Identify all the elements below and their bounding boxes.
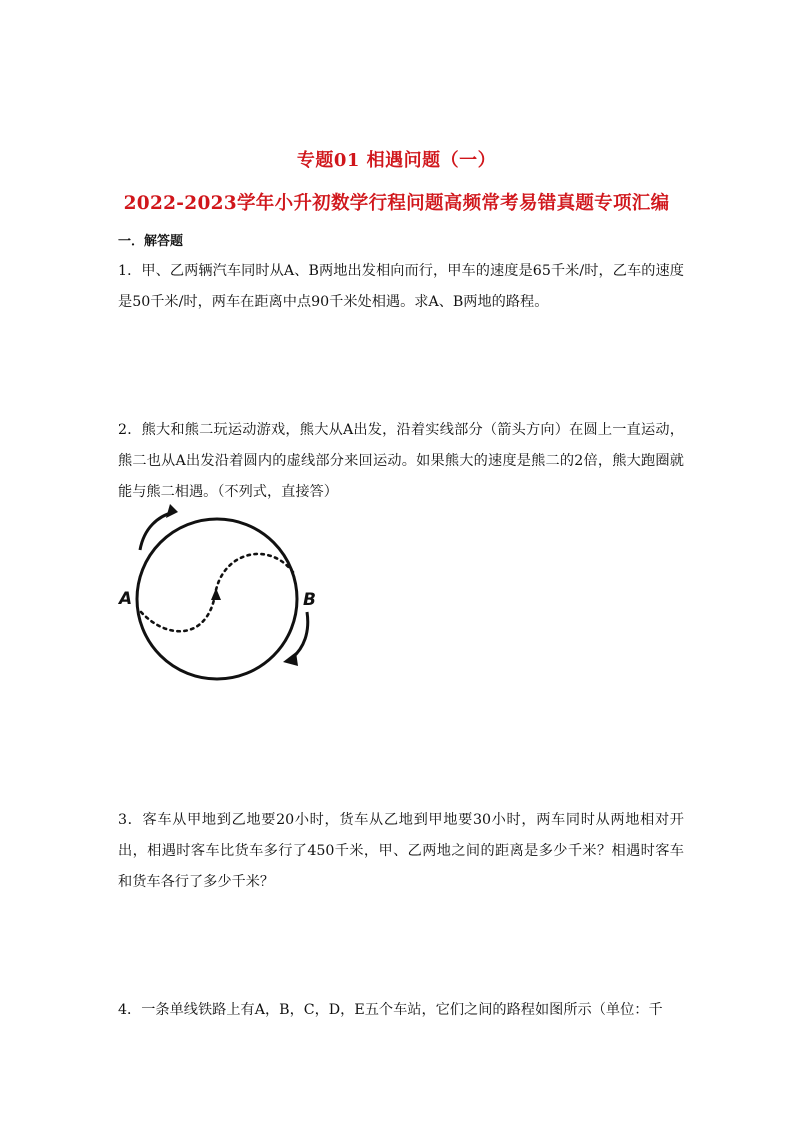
arrow-head-bottom-icon [283, 652, 298, 666]
circle-figure [112, 500, 327, 695]
question-2: 2．熊大和熊二玩运动游戏，熊大从A出发，沿着实线部分（箭头方向）在圆上一直运动，熊二也从A出发沿着圆内的虚线部分来回运动。如果熊大的速度是熊二的2倍，熊大跑圈就能与熊二相遇。（不列式，直接答） [118, 422, 684, 500]
arrow-head-top-icon [166, 504, 178, 518]
question-1: 1．甲、乙两辆汽车同时从A、B两地出发相向而行，甲车的速度是65千米/时，乙车的速度是50千米/时，两车在距离中点90千米处相遇。求A、B两地的路程。 [118, 263, 684, 310]
label-a: A [119, 589, 133, 609]
question-4: 4．一条单线铁路上有A，B，C，D，E五个车站，它们之间的路程如图所示（单位：千 [118, 1002, 663, 1018]
dotted-s-curve-icon [141, 554, 295, 631]
section-heading: 一．解答题 [118, 234, 184, 249]
label-b: B [303, 590, 316, 610]
question-3: 3．客车从甲地到乙地要20小时，货车从乙地到甲地要30小时，两车同时从两地相对开出，相遇时客车比货车多行了450千米，甲、乙两地之间的距离是多少千米？相遇时客车和货车各行了多少千米？ [118, 812, 684, 890]
page-subtitle: 2022-2023学年小升初数学行程问题高频常考易错真题专项汇编 [123, 193, 670, 214]
circle-diagram [112, 500, 327, 695]
mid-arrow-icon [211, 588, 221, 600]
page-title: 专题01 相遇问题（一） [296, 150, 497, 171]
